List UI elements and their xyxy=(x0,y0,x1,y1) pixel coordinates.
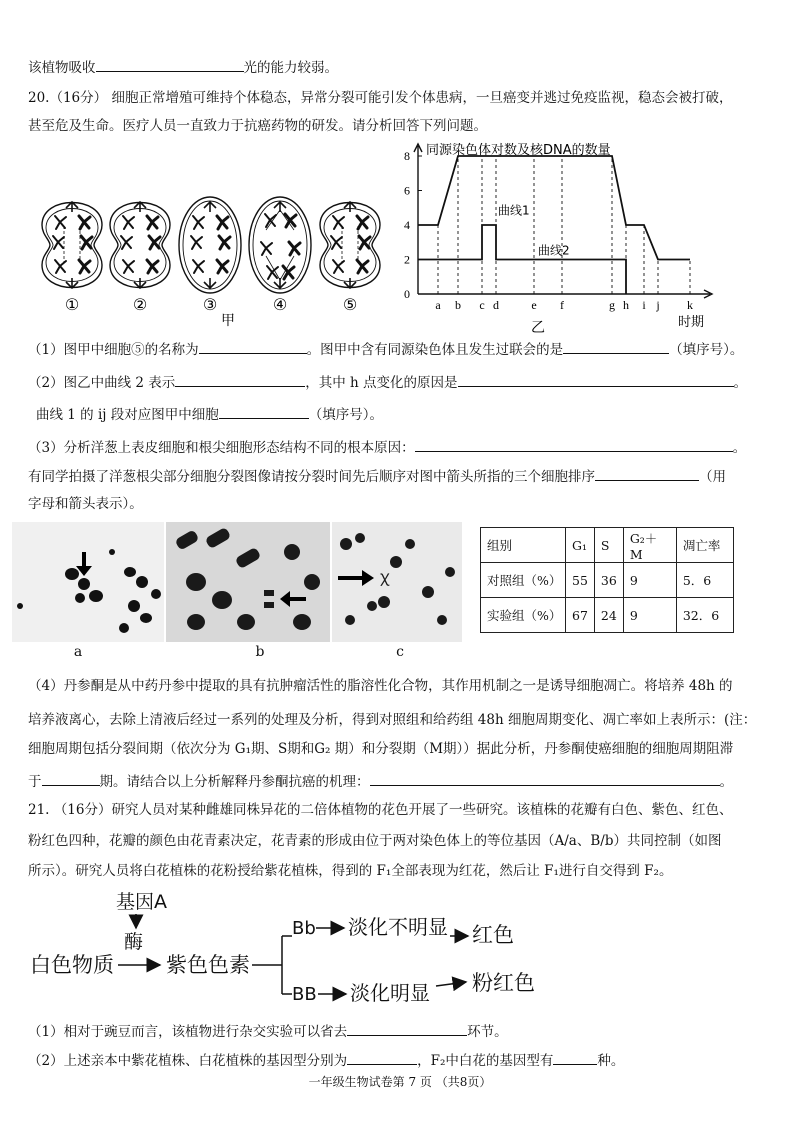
answer-blank[interactable] xyxy=(347,1021,467,1036)
question-20-1: （1）图甲中细胞⑤的名称为 。图甲中含有同源染色体且发生过联会的是 （填序号）。 xyxy=(28,339,743,359)
answer-blank[interactable] xyxy=(42,771,100,786)
arrow-icon xyxy=(280,591,306,607)
cell-diagram xyxy=(110,202,170,314)
question-20-4-cont2: 细胞周期包括分裂间期（依次分为 G₁期、S期和G₂ 期）和分裂期（M期））据此分析，丹参酮使癌细胞的细胞周期阻滞 xyxy=(28,741,734,757)
gene-a-label: 基因A xyxy=(116,891,167,913)
cell-diagram xyxy=(249,197,311,314)
answer-blank[interactable] xyxy=(199,339,307,354)
x-tick-label: c xyxy=(479,298,485,312)
x-tick-label: e xyxy=(531,298,537,312)
micrograph-caption: b xyxy=(255,644,265,660)
cell-cycle-table xyxy=(480,527,734,633)
question-20-4: （4）丹参酮是从中药丹参中提取的具有抗肿瘤活性的脂溶性化合物，其作用机制之一是诱导细胞凋亡。将培养 48h 的 xyxy=(28,678,733,694)
svg-text:ꭓ: ꭓ xyxy=(380,567,389,586)
question-21-1: （1）相对于豌豆而言，该植物进行杂交实验可以省去 环节。 xyxy=(28,1021,508,1041)
red-color-label: 红色 xyxy=(472,923,514,947)
cell-number-label: ② xyxy=(132,295,148,314)
x-tick-label: g xyxy=(609,298,615,312)
answer-blank[interactable] xyxy=(458,372,734,387)
purple-pigment-label: 紫色色素 xyxy=(166,953,250,977)
y-axis-title: 同源染色体对数及核DNA的数量 xyxy=(426,143,611,158)
micrograph-b xyxy=(166,522,330,642)
y-tick-label: 0 xyxy=(404,287,410,301)
question-20-stem: 20.（16分） 细胞正常增殖可维持个体稳态，异常分裂可能引发个体患病，一旦癌变并逃过免疫监视，稳态会被打破， xyxy=(28,90,733,106)
genotype-bb-het-label: Bb xyxy=(292,918,316,939)
x-tick-label: k xyxy=(687,298,693,312)
x-tick-label: j xyxy=(656,298,660,312)
answer-blank[interactable] xyxy=(96,57,244,72)
answer-blank[interactable] xyxy=(370,771,720,786)
question-20-2: （2）图乙中曲线 2 表示 ，其中 h 点变化的原因是 。 xyxy=(28,372,747,392)
question-21-stem-cont2: 所示）。研究人员将白花植株的花粉授给紫花植株，得到的 F₁全部表现为红花，然后让 F₁进行自交得到 F₂。 xyxy=(28,863,673,879)
answer-blank[interactable] xyxy=(415,437,733,452)
figure-yi-chart xyxy=(388,138,728,338)
figure-yi-caption: 乙 xyxy=(531,321,545,336)
arrow-icon xyxy=(338,570,374,586)
cell-number-label: ③ xyxy=(202,295,218,314)
cell-number-label: ④ xyxy=(272,295,288,314)
flower-color-pathway xyxy=(20,886,580,1014)
curve-1-label: 曲线1 xyxy=(498,203,530,218)
page-footer: 一年级生物试卷第 7 页 （共8页） xyxy=(308,1075,492,1089)
y-tick-label: 2 xyxy=(404,252,410,267)
answer-blank[interactable] xyxy=(347,1050,417,1065)
micrograph-caption: c xyxy=(396,644,404,660)
question-20-stem-cont: 甚至危及生命。医疗人员一直致力于抗癌药物的研发。请分析回答下列问题。 xyxy=(28,118,487,134)
cell-diagram xyxy=(42,202,102,314)
x-tick-label: h xyxy=(623,298,629,312)
x-tick-label: f xyxy=(560,298,564,312)
curve-2-label: 曲线2 xyxy=(538,243,570,258)
answer-blank[interactable] xyxy=(595,466,699,481)
cell-diagram xyxy=(179,197,241,314)
answer-blank[interactable] xyxy=(175,372,305,387)
question-21-stem-cont: 粉红色四种，花瓣的颜色由花青素决定，花青素的形成由位于两对染色体上的等位基因（A/a、B/b）共同控制（如图 xyxy=(28,833,722,849)
micrograph-a xyxy=(12,522,164,642)
question-20-3-cont2: 字母和箭头表示）。 xyxy=(28,496,143,512)
question-21-2: （2）上述亲本中紫花植株、白花植株的基因型分别为 ，F₂中白花的基因型有 种。 xyxy=(28,1050,624,1070)
x-tick-label: i xyxy=(642,298,646,312)
question-20-3-cont: 有同学拍摄了洋葱根尖部分细胞分裂图像请按分裂时间先后顺序对图中箭头所指的三个细胞排序 （用 xyxy=(28,466,726,486)
question-20-4-cont: 培养液离心，去除上清液后经过一系列的处理及分析，得到对照组和给药组 48h 细胞周期变化、凋亡率如上表所示：(注： xyxy=(28,712,757,728)
question-line: 该植物吸收 光的能力较弱。 xyxy=(28,57,338,77)
table-row: 实验组（%） 67 24 9 32．6 xyxy=(481,598,734,633)
answer-blank[interactable] xyxy=(219,404,309,419)
answer-blank[interactable] xyxy=(563,339,669,354)
table-header-row: 组别 G₁ S G₂＋M 凋亡率 xyxy=(481,528,734,563)
genotype-bb-hom-label: BB xyxy=(292,984,317,1005)
weak-fade-label: 淡化不明显 xyxy=(348,915,448,939)
cell-number-label: ⑤ xyxy=(342,295,358,314)
strong-fade-label: 淡化明显 xyxy=(350,981,430,1005)
white-substance-label: 白色物质 xyxy=(30,953,114,977)
table-row: 对照组（%） 55 36 9 5．6 xyxy=(481,563,734,598)
cell-diagram xyxy=(320,202,380,314)
curve-2-line xyxy=(418,225,626,294)
question-20-3: （3）分析洋葱上表皮细胞和根尖细胞形态结构不同的根本原因： 。 xyxy=(28,437,746,457)
cell-number-label: ① xyxy=(64,295,80,314)
pink-color-label: 粉红色 xyxy=(472,971,535,995)
answer-blank[interactable] xyxy=(553,1050,597,1065)
x-tick-label: b xyxy=(455,298,461,312)
question-20-2-cont: 曲线 1 的 ij 段对应图甲中细胞 （填序号）。 xyxy=(36,404,383,424)
micrograph-caption: a xyxy=(73,644,83,660)
x-tick-label: a xyxy=(435,298,441,312)
y-tick-label: 6 xyxy=(404,183,410,198)
x-axis-title: 时期 xyxy=(678,315,705,330)
y-tick-label: 4 xyxy=(404,218,410,232)
question-20-4-cont3: 于 期。请结合以上分析解释丹参酮抗癌的机理： 。 xyxy=(28,771,733,791)
x-tick-label: d xyxy=(493,298,499,312)
enzyme-label: 酶 xyxy=(124,931,144,953)
figure-jia xyxy=(14,190,404,330)
y-tick-label: 8 xyxy=(404,149,410,163)
micrograph-c xyxy=(332,522,462,642)
question-21-stem: 21. （16分）研究人员对某种雌雄同株异花的二倍体植物的花色开展了一些研究。该植株的花瓣有白色、紫色、红色、 xyxy=(28,802,733,818)
figure-jia-caption: 甲 xyxy=(221,314,235,329)
